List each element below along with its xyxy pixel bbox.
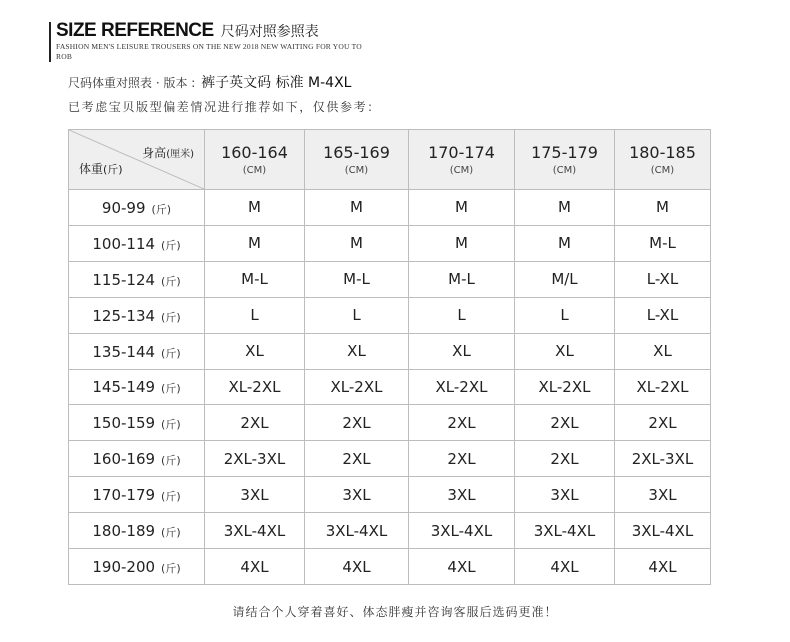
size-cell: M-L [409,261,515,297]
size-cell: 3XL [205,477,305,513]
size-cell: 2XL-3XL [615,441,711,477]
title-row [56,20,319,42]
size-cell: M [205,190,305,226]
size-cell: 3XL-4XL [205,513,305,549]
size-cell: XL [305,333,409,369]
corner-header-cell [69,130,205,190]
size-cell: 3XL-4XL [615,513,711,549]
size-cell: 2XL [515,405,615,441]
size-cell: L [409,297,515,333]
size-cell: M [515,225,615,261]
size-cell: 2XL [409,441,515,477]
size-cell: 4XL [205,549,305,585]
size-cell: 2XL [515,441,615,477]
height-axis-label: 身高(厘米) [142,146,194,160]
size-cell: 2XL-3XL [205,441,305,477]
weight-axis-label: 体重(斤) [79,162,123,176]
size-cell: 3XL-4XL [409,513,515,549]
size-cell: XL-2XL [615,369,711,405]
height-column-header: 175-179 (CM) [515,130,615,190]
table-row [69,477,711,513]
size-cell: M [305,190,409,226]
size-cell: 3XL-4XL [515,513,615,549]
table-row [69,190,711,226]
size-cell: 2XL [305,441,409,477]
weight-cell: 145-149 (斤) [69,369,205,405]
size-cell: 2XL [205,405,305,441]
title-chinese: 尺码对照参照表 [220,24,319,40]
size-cell: XL-2XL [205,369,305,405]
size-cell: 3XL [615,477,711,513]
size-cell: 2XL [615,405,711,441]
size-cell: XL [515,333,615,369]
weight-cell: 160-169 (斤) [69,441,205,477]
table-row [69,405,711,441]
version-label: 尺码体重对照表 · 版本 : [68,76,196,90]
weight-cell: 125-134 (斤) [69,297,205,333]
title-accent-rule [49,22,51,62]
version-line [68,72,351,92]
size-cell: L-XL [615,297,711,333]
size-cell: M [205,225,305,261]
table-row [69,225,711,261]
recommendation-note: 已考虑宝贝版型偏差情况进行推荐如下，仅供参考： [68,100,381,114]
size-cell: 3XL-4XL [305,513,409,549]
weight-cell: 100-114 (斤) [69,225,205,261]
size-cell: L-XL [615,261,711,297]
size-cell: M [515,190,615,226]
weight-cell: 170-179 (斤) [69,477,205,513]
size-cell: M [409,190,515,226]
size-cell: M [409,225,515,261]
size-cell: 3XL [515,477,615,513]
size-cell: XL-2XL [515,369,615,405]
version-value: 裤子英文码 标准 M-4XL [201,75,352,91]
height-column-header: 160-164 (CM) [205,130,305,190]
size-cell: 4XL [409,549,515,585]
size-cell: 4XL [615,549,711,585]
header-row [69,130,711,190]
size-cell: 3XL [409,477,515,513]
table-row [69,333,711,369]
size-cell: M-L [305,261,409,297]
height-column-header: 165-169 (CM) [305,130,409,190]
size-cell: XL-2XL [409,369,515,405]
size-cell: M [615,190,711,226]
footer-note: 请结合个人穿着喜好、体态胖瘦并咨询客服后选码更准！ [232,605,558,619]
size-cell: M/L [515,261,615,297]
table-row [69,261,711,297]
size-table [68,129,711,585]
weight-cell: 90-99 (斤) [69,190,205,226]
size-cell: M-L [615,225,711,261]
weight-cell: 150-159 (斤) [69,405,205,441]
weight-cell: 180-189 (斤) [69,513,205,549]
size-cell: L [205,297,305,333]
size-cell: 3XL [305,477,409,513]
table-row [69,369,711,405]
size-cell: L [515,297,615,333]
weight-cell: 135-144 (斤) [69,333,205,369]
height-column-header: 180-185 (CM) [615,130,711,190]
subtitle: FASHION MEN'S LEISURE TROUSERS ON THE NEW 2018 NEW WAITING FOR YOU TO ROB [56,42,362,61]
height-column-header: 170-174 (CM) [409,130,515,190]
size-cell: L [305,297,409,333]
table-row [69,441,711,477]
table-row [69,513,711,549]
size-cell: XL [205,333,305,369]
size-cell: 2XL [409,405,515,441]
weight-cell: 190-200 (斤) [69,549,205,585]
table-row [69,549,711,585]
table-row [69,297,711,333]
size-cell: 2XL [305,405,409,441]
size-cell: M-L [205,261,305,297]
size-cell: XL [615,333,711,369]
size-cell: 4XL [515,549,615,585]
size-cell: 4XL [305,549,409,585]
size-cell: XL [409,333,515,369]
title-english: SIZE REFERENCE [56,20,214,41]
size-cell: XL-2XL [305,369,409,405]
size-cell: M [305,225,409,261]
weight-cell: 115-124 (斤) [69,261,205,297]
